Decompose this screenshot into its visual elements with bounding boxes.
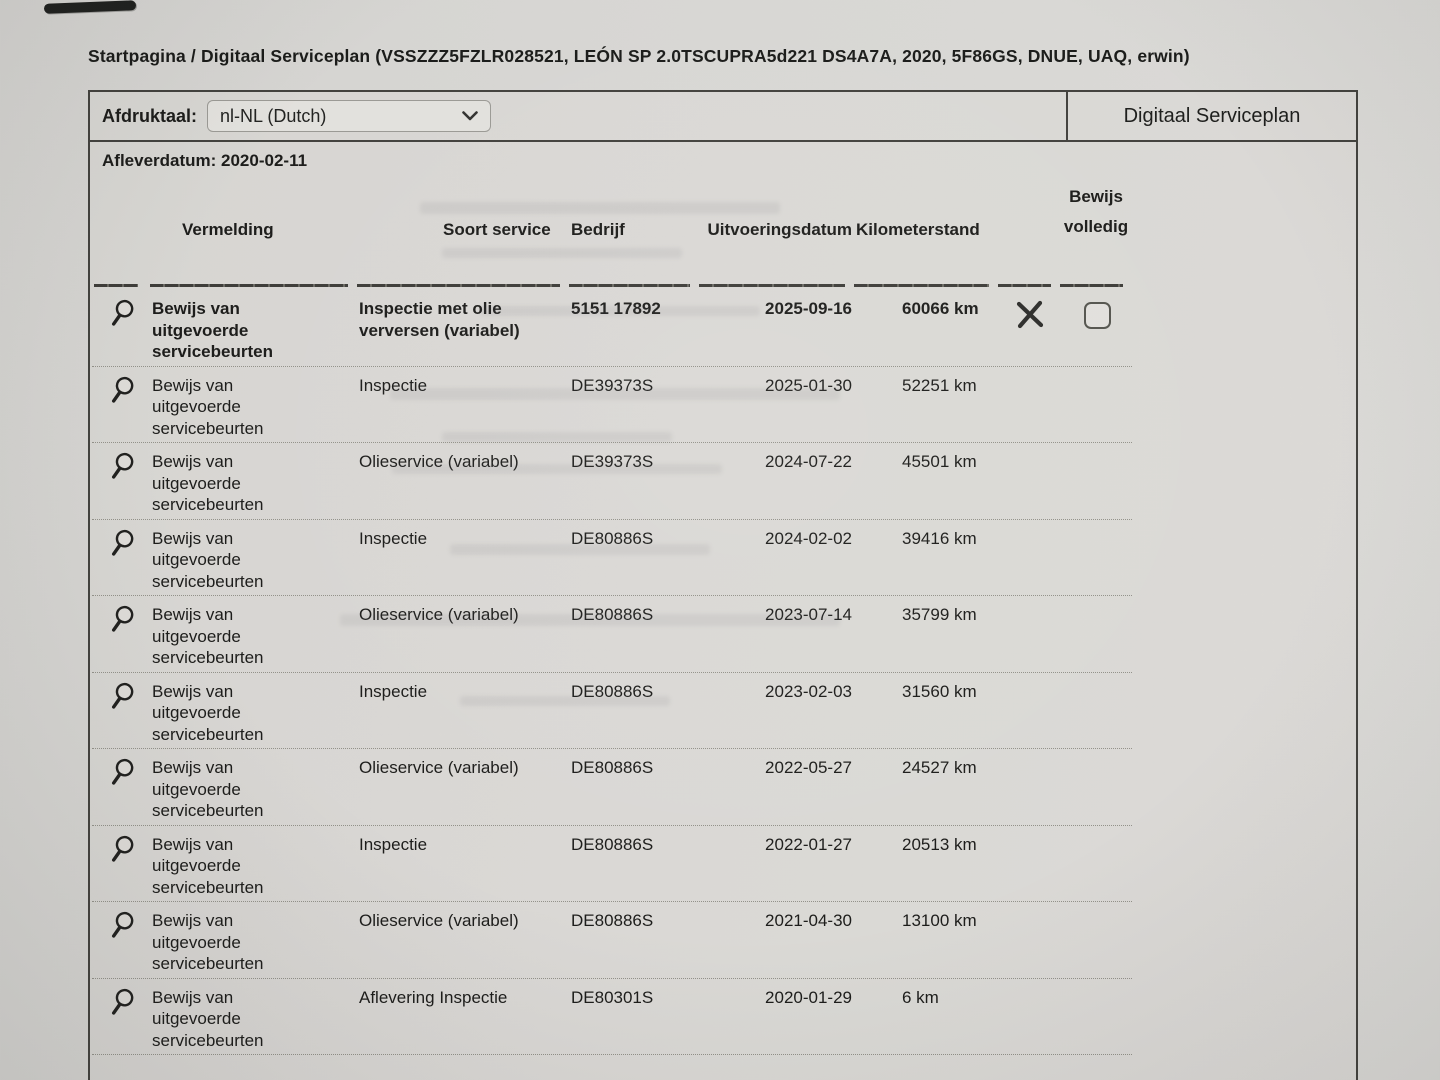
row-x-cell	[998, 910, 1060, 944]
header-checkbox-row	[92, 242, 1132, 282]
row-x-cell	[998, 757, 1060, 791]
row-vermelding: Bewijs van uitgevoerde servicebeurten	[152, 605, 264, 667]
row-soort-service: Inspectie met olie verversen (variabel)	[359, 299, 520, 340]
serviceplan-document-frame	[88, 90, 1358, 1080]
magnifier-icon[interactable]	[108, 680, 137, 711]
row-kilometerstand: 52251 km	[902, 375, 977, 395]
table-header-row	[92, 176, 1132, 242]
table-row	[92, 596, 1132, 673]
row-soort-service: Inspectie	[359, 375, 428, 395]
row-vermelding: Bewijs van uitgevoerde servicebeurten	[152, 911, 264, 973]
row-bedrijf: DE80886S	[571, 681, 654, 701]
row-vermelding: Bewijs van uitgevoerde servicebeurten	[152, 528, 264, 591]
row-soort-service: Inspectie	[359, 681, 428, 701]
magnifier-icon[interactable]	[108, 986, 137, 1017]
header-vermelding: Vermelding	[182, 220, 274, 239]
row-vermelding: Bewijs van uitgevoerde servicebeurten	[152, 375, 264, 438]
row-soort-service: Olieservice (variabel)	[359, 605, 519, 624]
row-checkbox-cell	[1060, 987, 1132, 1018]
row-x-cell	[998, 681, 1060, 715]
row-x-cell	[998, 604, 1060, 638]
magnifier-icon[interactable]	[108, 910, 137, 941]
table-row	[92, 826, 1132, 903]
delivery-date: Afleverdatum: 2020-02-11	[102, 151, 308, 170]
header-soort-service: Soort service	[443, 220, 551, 239]
row-uitvoeringsdatum: 2021-04-30	[765, 911, 852, 930]
row-vermelding: Bewijs van uitgevoerde servicebeurten	[152, 987, 264, 1050]
row-x-cell	[998, 834, 1060, 868]
row-vermelding: Bewijs van uitgevoerde servicebeurten	[152, 758, 264, 820]
header-kilometerstand: Kilometerstand	[856, 220, 980, 239]
row-checkbox-cell	[1060, 757, 1132, 788]
row-checkbox-cell	[1060, 910, 1132, 941]
row-bedrijf: DE80886S	[571, 605, 654, 624]
row-checkbox-cell	[1060, 375, 1132, 406]
row-magnifier-cell	[92, 681, 150, 710]
row-magnifier-cell	[92, 298, 150, 327]
print-language-label: Afdruktaal:	[102, 105, 198, 126]
row-bedrijf: DE80886S	[571, 528, 654, 548]
magnifier-icon[interactable]	[108, 604, 137, 635]
row-kilometerstand: 24527 km	[902, 758, 977, 777]
table-row	[92, 443, 1132, 520]
row-soort-service: Olieservice (variabel)	[359, 758, 519, 777]
scan-artifact-bar	[44, 0, 136, 14]
table-row	[92, 520, 1132, 597]
row-checkbox-cell	[1060, 604, 1132, 635]
row-x-cell	[998, 298, 1060, 332]
row-soort-service: Olieservice (variabel)	[359, 911, 519, 930]
row-vermelding: Bewijs van uitgevoerde servicebeurten	[152, 299, 273, 361]
print-toolbar	[90, 92, 1356, 142]
x-mark-icon	[1013, 298, 1047, 332]
magnifier-icon[interactable]	[108, 298, 137, 329]
row-bedrijf: DE39373S	[571, 452, 654, 471]
row-bedrijf: 5151 17892	[571, 299, 661, 318]
row-kilometerstand: 6 km	[902, 987, 939, 1007]
header-bewijs-line1: Bewijs	[1069, 187, 1123, 206]
row-vermelding: Bewijs van uitgevoerde servicebeurten	[152, 681, 264, 744]
header-bewijs-line2: volledig	[1063, 217, 1129, 236]
language-select[interactable]	[207, 100, 491, 132]
row-checkbox[interactable]	[1084, 302, 1111, 329]
service-history-table	[92, 176, 1132, 1055]
row-bedrijf: DE80886S	[571, 834, 654, 854]
row-x-cell	[998, 528, 1060, 562]
table-row	[92, 367, 1132, 444]
row-vermelding: Bewijs van uitgevoerde servicebeurten	[152, 834, 264, 897]
row-uitvoeringsdatum: 2022-01-27	[765, 834, 852, 854]
row-soort-service: Olieservice (variabel)	[359, 452, 519, 471]
row-checkbox-cell	[1060, 681, 1132, 712]
row-checkbox-cell	[1060, 451, 1132, 482]
language-select-value: nl-NL (Dutch)	[220, 105, 327, 126]
table-row	[92, 290, 1132, 367]
row-magnifier-cell	[92, 604, 150, 633]
row-bedrijf: DE39373S	[571, 375, 654, 395]
row-kilometerstand: 45501 km	[902, 452, 977, 471]
row-soort-service: Aflevering Inspectie	[359, 987, 508, 1007]
row-kilometerstand: 20513 km	[902, 834, 977, 854]
row-kilometerstand: 39416 km	[902, 528, 977, 548]
chevron-down-icon	[462, 111, 478, 121]
row-uitvoeringsdatum: 2024-07-22	[765, 452, 852, 471]
row-checkbox-cell	[1060, 834, 1132, 865]
row-x-cell	[998, 451, 1060, 485]
row-magnifier-cell	[92, 987, 150, 1016]
row-magnifier-cell	[92, 451, 150, 480]
service-table-body	[92, 290, 1132, 1055]
magnifier-icon[interactable]	[108, 757, 137, 788]
row-magnifier-cell	[92, 757, 150, 786]
row-uitvoeringsdatum: 2022-05-27	[765, 758, 852, 777]
row-magnifier-cell	[92, 528, 150, 557]
row-uitvoeringsdatum: 2020-01-29	[765, 987, 852, 1007]
magnifier-icon[interactable]	[108, 527, 137, 558]
row-bedrijf: DE80301S	[571, 987, 654, 1007]
header-uitvoeringsdatum: Uitvoeringsdatum	[707, 220, 852, 239]
row-kilometerstand: 35799 km	[902, 605, 977, 624]
row-bedrijf: DE80886S	[571, 758, 654, 777]
row-magnifier-cell	[92, 834, 150, 863]
row-kilometerstand: 31560 km	[902, 681, 977, 701]
header-bewijs-volledig	[1060, 182, 1132, 242]
row-uitvoeringsdatum: 2023-02-03	[765, 681, 852, 701]
row-uitvoeringsdatum: 2023-07-14	[765, 605, 852, 624]
row-uitvoeringsdatum: 2025-01-30	[765, 375, 852, 395]
breadcrumb[interactable]: Startpagina / Digitaal Serviceplan (VSSZZZ5FZLR028521, LEÓN SP 2.0TSCUPRA5d221 DS4A7A, 2020, 5F86GS, DNUE, UAQ, erwin)	[88, 46, 1190, 66]
row-uitvoeringsdatum: 2024-02-02	[765, 528, 852, 548]
row-checkbox-cell	[1060, 528, 1132, 559]
table-row	[92, 673, 1132, 750]
row-vermelding: Bewijs van uitgevoerde servicebeurten	[152, 452, 264, 514]
page-title: Digitaal Serviceplan	[1066, 92, 1356, 140]
table-row	[92, 902, 1132, 979]
row-x-cell	[998, 375, 1060, 409]
row-bedrijf: DE80886S	[571, 911, 654, 930]
magnifier-icon[interactable]	[108, 374, 137, 405]
row-soort-service: Inspectie	[359, 528, 428, 548]
row-magnifier-cell	[92, 375, 150, 404]
row-uitvoeringsdatum: 2025-09-16	[765, 299, 852, 318]
row-soort-service: Inspectie	[359, 834, 428, 854]
row-checkbox-cell	[1060, 298, 1132, 329]
row-kilometerstand: 60066 km	[902, 299, 979, 318]
row-magnifier-cell	[92, 910, 150, 939]
magnifier-icon[interactable]	[108, 833, 137, 864]
header-bedrijf: Bedrijf	[571, 220, 625, 239]
row-x-cell	[998, 987, 1060, 1021]
row-kilometerstand: 13100 km	[902, 911, 977, 930]
magnifier-icon[interactable]	[108, 451, 137, 482]
table-row	[92, 749, 1132, 826]
table-row	[92, 979, 1132, 1056]
